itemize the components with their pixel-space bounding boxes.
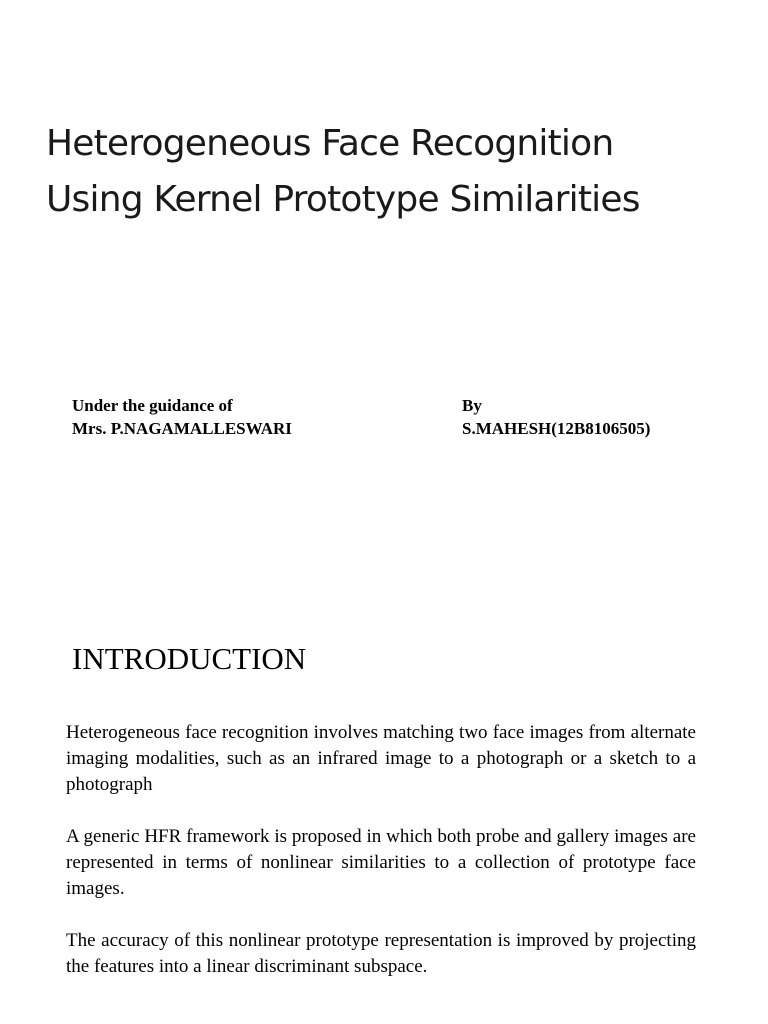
author-name: S.MAHESH(12B8106505)	[462, 419, 651, 438]
guidance-block	[72, 394, 292, 440]
title-line-1: Heterogeneous Face Recognition	[46, 123, 614, 164]
author-block	[462, 394, 650, 440]
title-line-2: Using Kernel Prototype Similarities	[46, 179, 640, 220]
introduction-body	[66, 720, 696, 1006]
intro-paragraph-3: The accuracy of this nonlinear prototype representation is improved by projecting the features into a linear discriminant subspace.	[66, 930, 696, 977]
author-label: By	[462, 396, 482, 415]
intro-paragraph-2: A generic HFR framework is proposed in which both probe and gallery images are represented in terms of nonlinear similarities to a collection of prototype face images.	[66, 826, 696, 899]
intro-paragraph-1: Heterogeneous face recognition involves matching two face images from alternate imaging modalities, such as an infrared image to a photograph or a sketch to a photograph	[66, 722, 696, 795]
introduction-heading: INTRODUCTION	[72, 641, 307, 676]
page-title	[46, 116, 746, 228]
guide-name: Mrs. P.NAGAMALLESWARI	[72, 419, 292, 438]
guidance-label: Under the guidance of	[72, 396, 233, 415]
